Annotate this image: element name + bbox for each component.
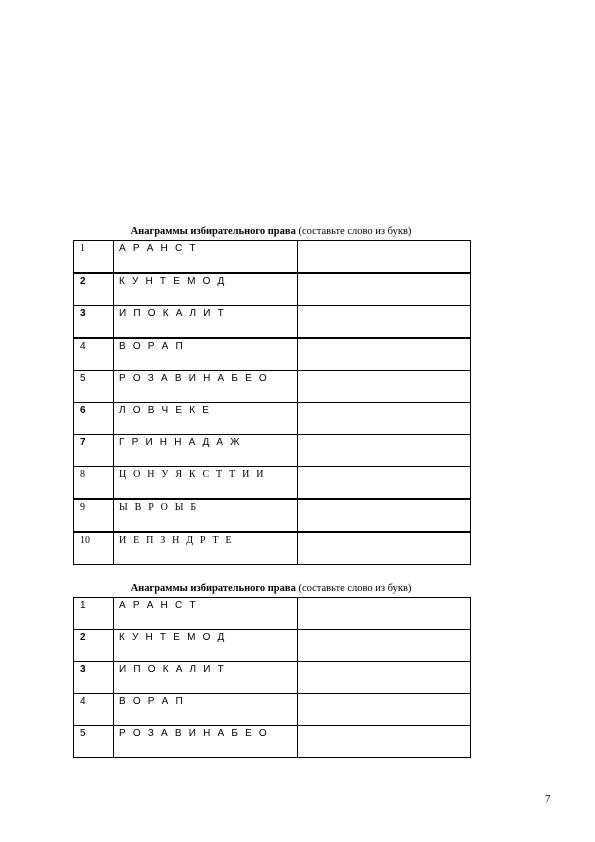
row-number: 4 <box>74 338 114 371</box>
table-row <box>74 630 471 662</box>
anagram-letters: В О Р А П <box>114 694 298 726</box>
row-number: 1 <box>74 241 114 274</box>
answer-cell[interactable] <box>298 694 471 726</box>
answer-cell[interactable] <box>298 532 471 565</box>
table-row <box>74 273 471 306</box>
anagram-letters: К У Н Т Е М О Д <box>114 273 298 306</box>
anagram-letters: Г Р И Н Н А Д А Ж <box>114 435 298 467</box>
table-row <box>74 532 471 565</box>
answer-cell[interactable] <box>298 338 471 371</box>
answer-cell[interactable] <box>298 306 471 339</box>
anagram-letters: И П О К А Л И Т <box>114 306 298 339</box>
anagram-letters: В О Р А П <box>114 338 298 371</box>
row-number: 2 <box>74 273 114 306</box>
row-number: 7 <box>74 435 114 467</box>
row-number: 4 <box>74 694 114 726</box>
table-row <box>74 435 471 467</box>
anagram-letters: А Р А Н С Т <box>114 598 298 630</box>
anagram-letters: К У Н Т Е М О Д <box>114 630 298 662</box>
answer-cell[interactable] <box>298 598 471 630</box>
caption-rest: (составьте слово из букв) <box>295 583 412 594</box>
anagram-table-2 <box>73 597 471 758</box>
answer-cell[interactable] <box>298 241 471 274</box>
row-number: 3 <box>74 306 114 339</box>
table-row <box>74 338 471 371</box>
table-row <box>74 499 471 532</box>
anagram-letters: И П О К А Л И Т <box>114 662 298 694</box>
table-row <box>74 306 471 339</box>
row-number: 9 <box>74 499 114 532</box>
answer-cell[interactable] <box>298 467 471 500</box>
row-number: 5 <box>74 726 114 758</box>
table-row <box>74 241 471 274</box>
answer-cell[interactable] <box>298 662 471 694</box>
caption-bold: Анаграммы избирательного права <box>130 583 296 594</box>
anagram-letters: А Р А Н С Т <box>114 241 298 274</box>
anagram-letters: Р О З А В И Н А Б Е О <box>114 726 298 758</box>
answer-cell[interactable] <box>298 499 471 532</box>
row-number: 1 <box>74 598 114 630</box>
row-number: 8 <box>74 467 114 500</box>
section-2-caption <box>73 583 469 595</box>
answer-cell[interactable] <box>298 403 471 435</box>
anagram-letters: И Е П З Н Д Р Т Е <box>114 532 298 565</box>
page-number: 7 <box>545 793 551 805</box>
answer-cell[interactable] <box>298 273 471 306</box>
table-row <box>74 371 471 403</box>
row-number: 3 <box>74 662 114 694</box>
answer-cell[interactable] <box>298 435 471 467</box>
row-number: 6 <box>74 403 114 435</box>
anagram-letters: Ц О Н У Я К С Т Т И И <box>114 467 298 500</box>
answer-cell[interactable] <box>298 726 471 758</box>
table-row <box>74 403 471 435</box>
anagram-letters: Ы В Р О Ы Б <box>114 499 298 532</box>
row-number: 2 <box>74 630 114 662</box>
table-row <box>74 598 471 630</box>
answer-cell[interactable] <box>298 371 471 403</box>
anagram-letters: Р О З А В И Н А Б Е О <box>114 371 298 403</box>
table-row <box>74 694 471 726</box>
caption-rest: (составьте слово из букв) <box>295 226 412 237</box>
caption-bold: Анаграммы избирательного права <box>130 226 296 237</box>
table-row <box>74 662 471 694</box>
anagram-table-1 <box>73 240 471 565</box>
table-row <box>74 467 471 500</box>
table-row <box>74 726 471 758</box>
row-number: 5 <box>74 371 114 403</box>
answer-cell[interactable] <box>298 630 471 662</box>
row-number: 10 <box>74 532 114 565</box>
anagram-letters: Л О В Ч Е К Е <box>114 403 298 435</box>
section-1-caption <box>73 226 469 238</box>
